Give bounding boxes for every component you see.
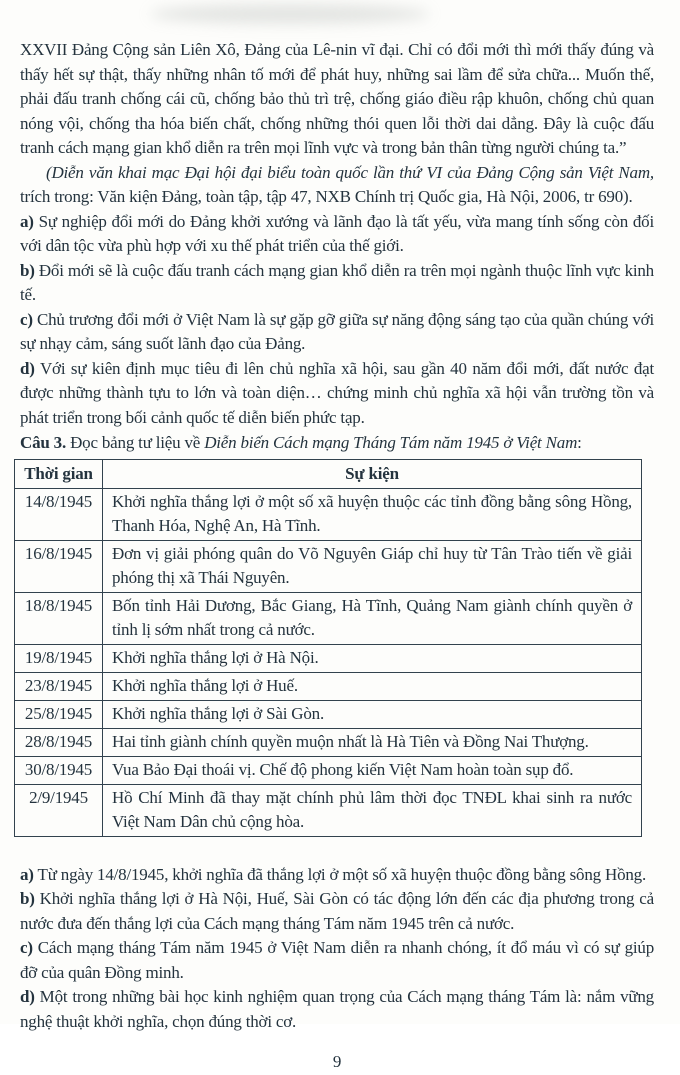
answer-item-a — [20, 863, 654, 888]
table-row — [15, 592, 642, 644]
date-cell: 16/8/1945 — [15, 540, 103, 592]
statement-item-a — [20, 210, 654, 259]
statement-item-b — [20, 259, 654, 308]
citation-source-regular: trích trong: Văn kiện Đảng, toàn tập, tập 47, NXB Chính trị Quốc gia, Hà Nội, 2006, tr 690). — [20, 187, 633, 206]
intro-paragraph: XXVII Đảng Cộng sản Liên Xô, Đảng của Lê-nin vĩ đại. Chỉ có đổi mới thì mới thấy đúng và thấy hết sự thật, thấy những nhân tố mới để phát huy, những sai lầm để sửa chữa... Muốn thế, phải đấu tranh chống cái cũ, chống bảo thủ trì trệ, chống giáo điều rập khuôn, chống chủ quan nóng vội, chống tha hóa biến chất, chống những thói quen lỗi thời dai dẳng. Đây là cuộc đấu tranh cách mạng gian khổ diễn ra trên mọi lĩnh vực và trong bản thân từng người chúng ta.” — [20, 40, 654, 157]
question3-title-italic: Diễn biến Cách mạng Tháng Tám năm 1945 ở Việt Nam — [204, 433, 578, 452]
table-header-row — [15, 459, 642, 488]
date-cell: 18/8/1945 — [15, 592, 103, 644]
event-cell: Hai tỉnh giành chính quyền muộn nhất là Hà Tiên và Đồng Nai Thượng. — [103, 728, 642, 756]
statement-text-d: Với sự kiên định mục tiêu đi lên chủ nghĩa xã hội, sau gần 40 năm đổi mới, đất nước đạt được những thành tựu to lớn và toàn diện… chứng minh chủ nghĩa xã hội vẫn trường tồn và phát triển trong bối cảnh quốc tế diễn biến phức tạp. — [20, 358, 655, 427]
date-cell: 23/8/1945 — [15, 672, 103, 700]
table-row — [15, 728, 642, 756]
date-cell: 2/9/1945 — [15, 784, 103, 836]
table-row — [15, 644, 642, 672]
statement-text-a: Sự nghiệp đổi mới do Đảng khởi xướng và lãnh đạo là tất yếu, vừa mang tính sống còn đối với dân tộc vừa phù hợp với xu thế phát triển của thế giới. — [20, 211, 654, 255]
table-header-event: Sự kiện — [103, 459, 642, 488]
answer-text-b: Khởi nghĩa thắng lợi ở Hà Nội, Huế, Sài Gòn có tác động lớn đến các địa phương trong cả nước đưa đến thắng lợi của Cách mạng tháng Tám năm 1945 trên cả nước. — [20, 889, 654, 933]
event-cell: Khởi nghĩa thắng lợi ở Huế. — [103, 672, 642, 700]
table-row — [15, 784, 642, 836]
answer-item-d — [20, 985, 654, 1034]
event-cell: Vua Bảo Đại thoái vị. Chế độ phong kiến Việt Nam hoàn toàn sụp đổ. — [103, 756, 642, 784]
scan-smudge-artifact — [150, 4, 430, 24]
table-row — [15, 488, 642, 540]
table-header-time: Thời gian — [15, 459, 103, 488]
answer-label-a: a) — [20, 864, 34, 884]
table-row — [15, 540, 642, 592]
question3-heading — [20, 431, 654, 456]
date-cell: 28/8/1945 — [15, 728, 103, 756]
statement-item-c — [20, 308, 654, 357]
statement-label-b: b) — [20, 260, 35, 280]
question3-lead: Đọc bảng tư liệu về — [66, 433, 205, 452]
answer-label-b: b) — [20, 889, 35, 908]
date-cell: 25/8/1945 — [15, 700, 103, 728]
question3-number: Câu 3. — [20, 433, 67, 452]
event-cell: Bốn tỉnh Hải Dương, Bắc Giang, Hà Tĩnh, Quảng Nam giành chính quyền ở tỉnh lị sớm nhất trong cả nước. — [103, 592, 642, 644]
answer-text-c: Cách mạng tháng Tám năm 1945 ở Việt Nam diễn ra nhanh chóng, ít đổ máu vì có sự giúp đỡ của quân Đồng minh. — [20, 938, 655, 982]
citation-source-italic: (Diễn văn khai mạc Đại hội đại biểu toàn quốc lần thứ VI của Đảng Cộng sản Việt Nam, — [46, 162, 654, 182]
table-row — [15, 756, 642, 784]
answer-text-a: Từ ngày 14/8/1945, khởi nghĩa đã thắng lợi ở một số xã huyện thuộc đồng bằng sông Hồng. — [37, 864, 647, 884]
event-cell: Khởi nghĩa thắng lợi ở một số xã huyện thuộc các tỉnh đồng bằng sông Hồng, Thanh Hóa, Nghệ An, Hà Tĩnh. — [103, 488, 642, 540]
events-table — [14, 459, 642, 837]
page-number: 9 — [332, 1052, 342, 1071]
question3-colon: : — [577, 433, 582, 452]
statement-label-a: a) — [20, 211, 34, 231]
table-row — [15, 700, 642, 728]
answer-item-c — [20, 936, 654, 985]
statement-text-c: Chủ trương đổi mới ở Việt Nam là sự gặp gỡ giữa sự năng động sáng tạo của quần chúng với sự nhạy cảm, sáng suốt lãnh đạo của Đảng. — [20, 309, 654, 353]
date-cell: 14/8/1945 — [15, 488, 103, 540]
statement-item-d — [20, 357, 654, 431]
answer-text-d: Một trong những bài học kinh nghiệm quan trọng của Cách mạng tháng Tám là: nắm vững nghệ thuật khởi nghĩa, chọn đúng thời cơ. — [20, 987, 654, 1031]
statement-text-b: Đổi mới sẽ là cuộc đấu tranh cách mạng gian khổ diễn ra trên mọi ngành thuộc lĩnh vực kinh tế. — [20, 260, 654, 304]
event-cell: Khởi nghĩa thắng lợi ở Sài Gòn. — [103, 700, 642, 728]
statement-label-c: c) — [20, 309, 33, 329]
date-cell: 19/8/1945 — [15, 644, 103, 672]
event-cell: Khởi nghĩa thắng lợi ở Hà Nội. — [103, 644, 642, 672]
answer-label-c: c) — [20, 938, 33, 957]
answer-label-d: d) — [20, 987, 35, 1006]
event-cell: Hồ Chí Minh đã thay mặt chính phủ lâm thời đọc TNĐL khai sinh ra nước Việt Nam Dân chủ cộng hòa. — [103, 784, 642, 836]
answer-item-b — [20, 887, 654, 936]
event-cell: Đơn vị giải phóng quân do Võ Nguyên Giáp chỉ huy từ Tân Trào tiến về giải phóng thị xã Thái Nguyên. — [103, 540, 642, 592]
citation-paragraph — [20, 161, 654, 210]
statement-label-d: d) — [20, 358, 35, 378]
date-cell: 30/8/1945 — [15, 756, 103, 784]
table-row — [15, 672, 642, 700]
